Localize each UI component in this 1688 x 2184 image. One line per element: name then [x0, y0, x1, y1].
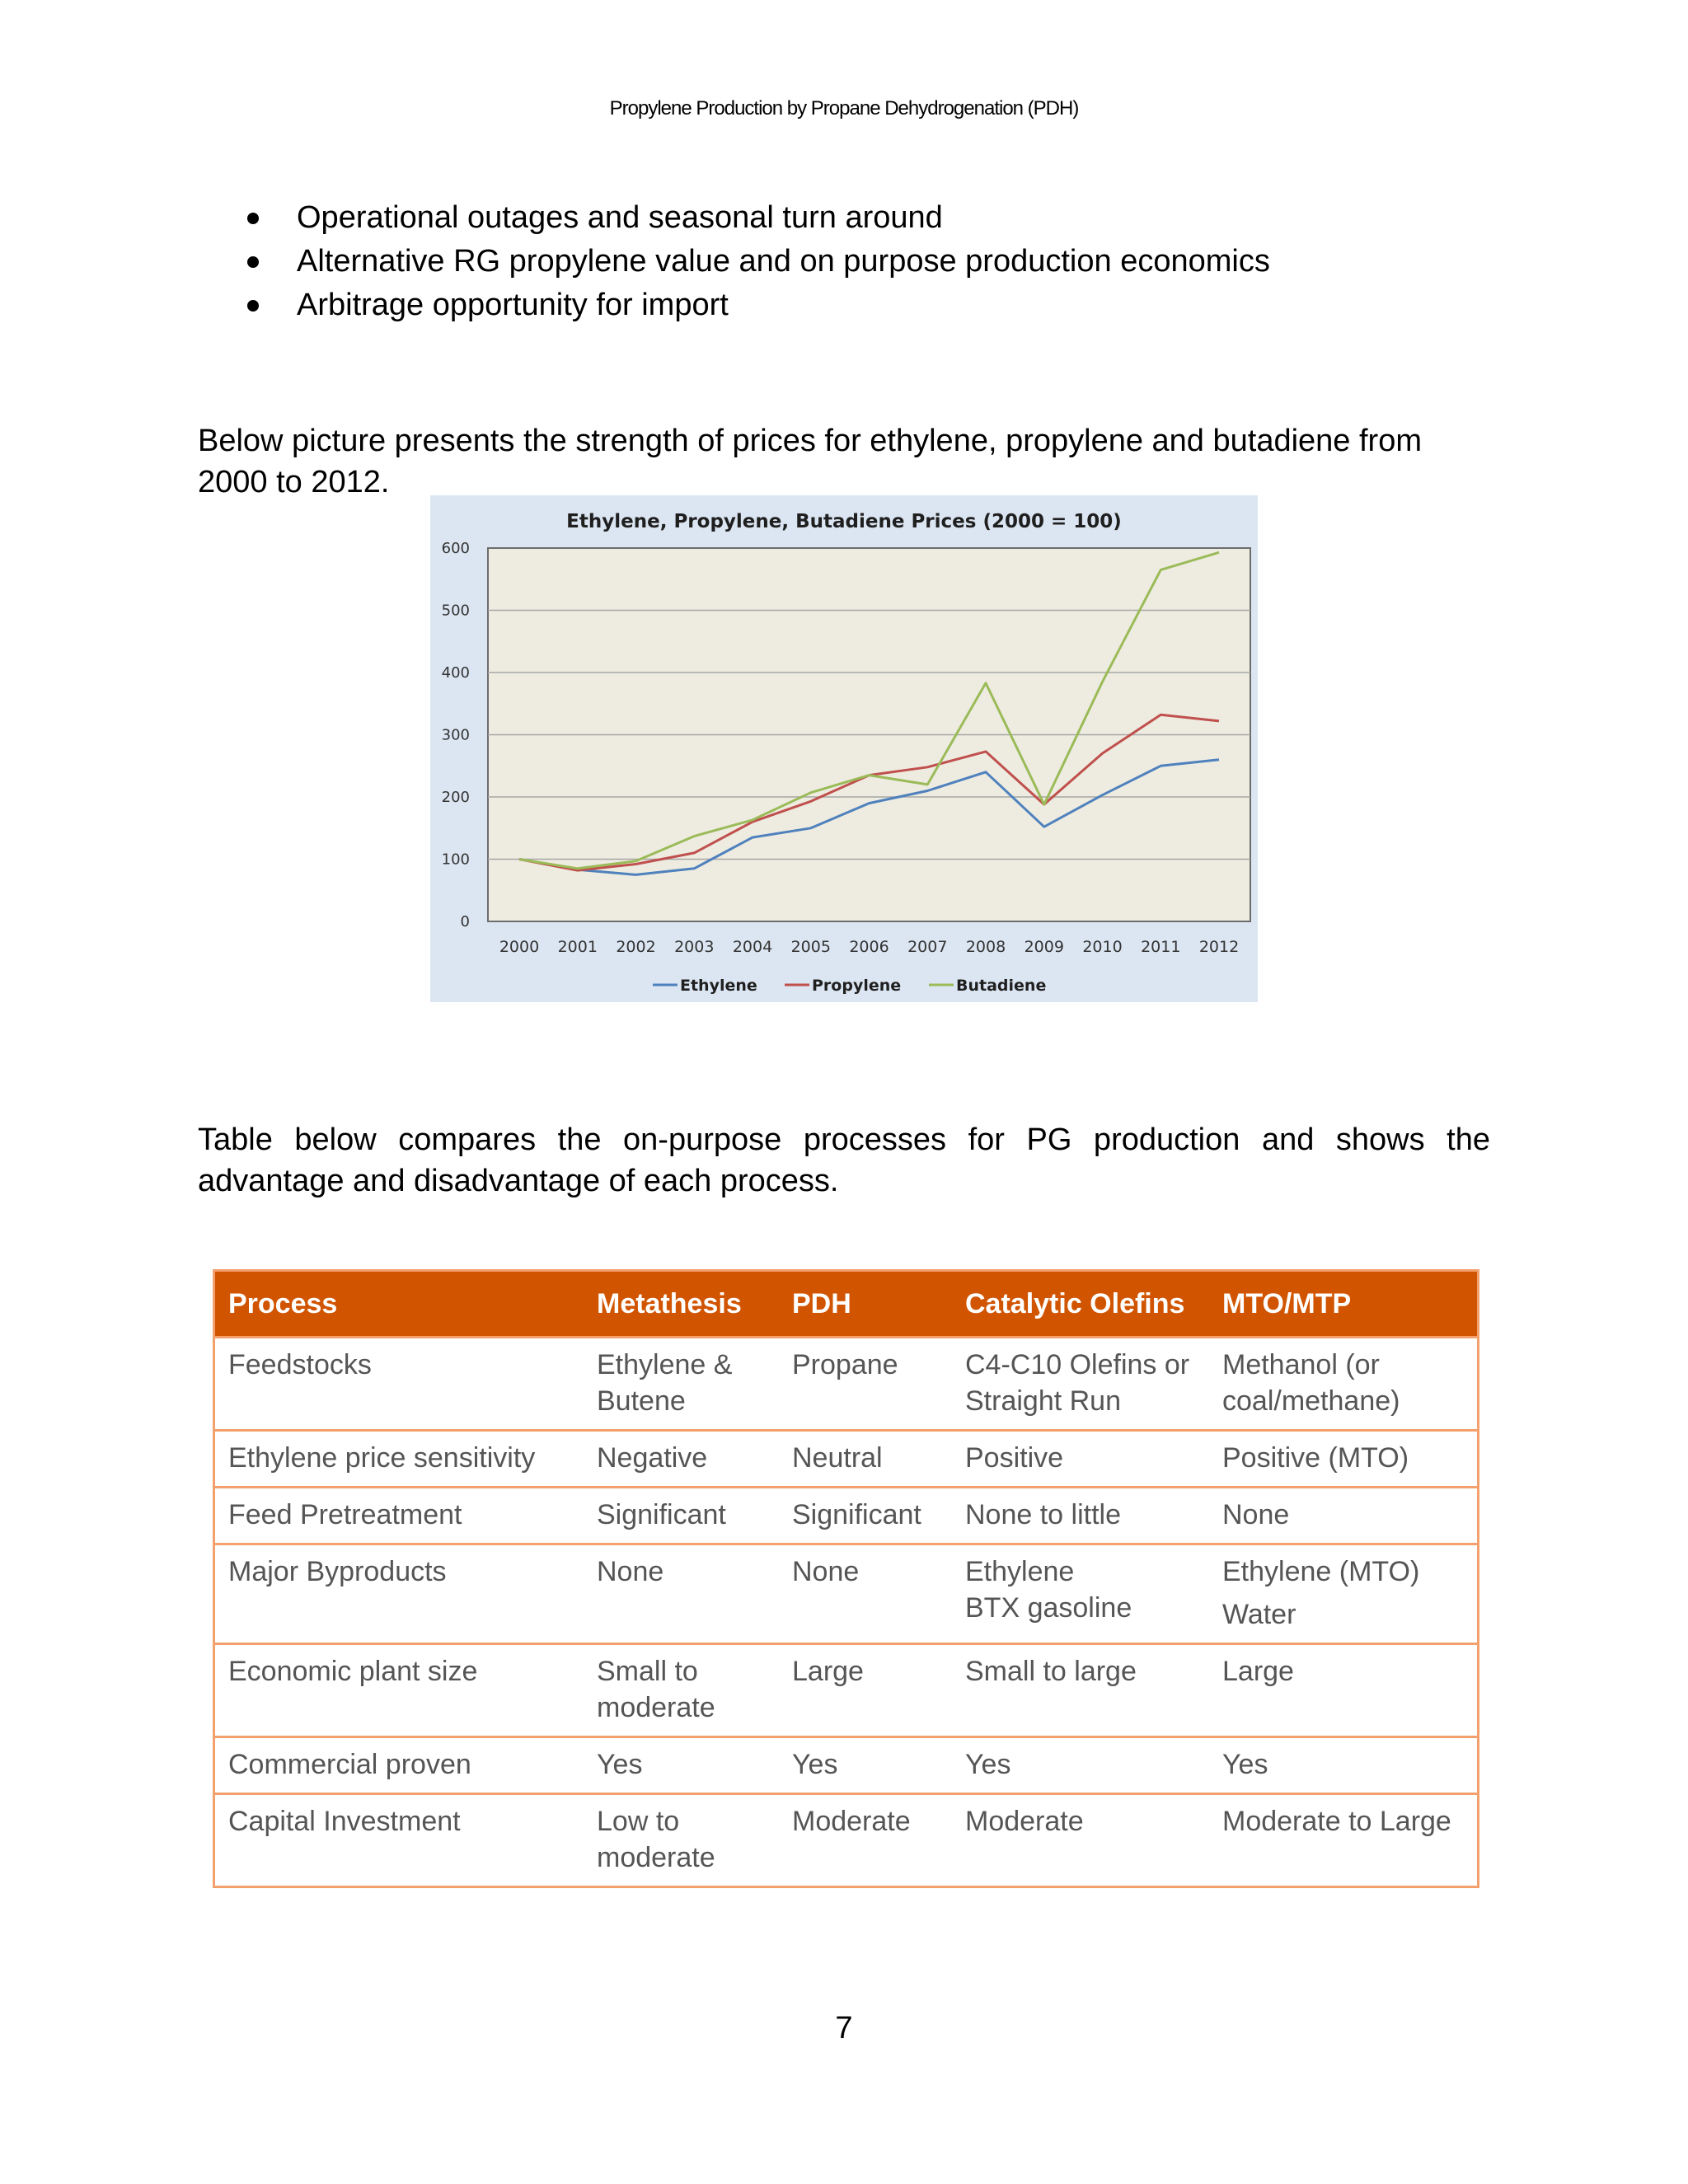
table-cell: [952, 1338, 1209, 1431]
cell-line: Methanol (or: [1222, 1349, 1380, 1380]
column-header: MTO/MTP: [1209, 1271, 1479, 1338]
column-header: Process: [214, 1271, 584, 1338]
cell-line: Ethylene &: [597, 1349, 733, 1380]
cell-line: Ethylene price sensitivity: [228, 1442, 536, 1474]
y-tick-label: 300: [441, 726, 470, 744]
cell-line: Negative: [597, 1442, 708, 1474]
table-cell: [952, 1544, 1209, 1644]
cell-line: coal/methane): [1222, 1385, 1400, 1417]
table-cell: [584, 1338, 779, 1431]
table-cell: [952, 1794, 1209, 1887]
legend-label: Ethylene: [680, 977, 757, 995]
bullet-list: [246, 196, 1270, 327]
x-tick-label: 2010: [1082, 938, 1123, 956]
cell-line: Straight Run: [965, 1385, 1121, 1417]
cell-line: None: [792, 1556, 860, 1587]
cell-line: Significant: [597, 1499, 726, 1530]
table-row: [214, 1544, 1479, 1644]
bullet-text: Alternative RG propylene value and on purpose production economics: [297, 244, 1270, 279]
row-label-cell: [214, 1431, 584, 1488]
x-tick-label: 2002: [616, 938, 656, 956]
bullet-text: Operational outages and seasonal turn around: [297, 200, 943, 235]
cell-line: Positive: [965, 1442, 1064, 1474]
cell-line: Small to: [597, 1656, 698, 1687]
table-cell: [584, 1431, 779, 1488]
table-cell: [584, 1794, 779, 1887]
table-cell: [779, 1644, 952, 1737]
cell-line: Capital Investment: [228, 1806, 461, 1837]
table-cell: [1209, 1737, 1479, 1794]
cell-line: None: [1222, 1499, 1290, 1530]
row-label-cell: [214, 1488, 584, 1544]
cell-line: Moderate: [792, 1806, 911, 1837]
price-chart: [430, 495, 1258, 1002]
x-tick-label: 2008: [965, 938, 1006, 956]
table-row: [214, 1488, 1479, 1544]
cell-line: Butene: [597, 1385, 686, 1417]
table-cell: [584, 1737, 779, 1794]
table-cell: [1209, 1794, 1479, 1887]
table-cell: [779, 1338, 952, 1431]
page-number: 7: [835, 2011, 853, 2046]
bullet-item: [246, 284, 1270, 327]
table-cell: [1209, 1431, 1479, 1488]
table-cell: [779, 1488, 952, 1544]
bullet-dot-icon: [247, 256, 259, 268]
legend-label: Butadiene: [956, 977, 1047, 995]
intro-paragraph: Below picture presents the strength of prices for ethylene, propylene and butadiene from 2000 to 2012.: [198, 424, 1422, 499]
bullet-dot-icon: [247, 213, 259, 224]
row-label-cell: [214, 1737, 584, 1794]
table-row: [214, 1338, 1479, 1431]
cell-line: Small to large: [965, 1656, 1137, 1687]
y-tick-label: 0: [460, 913, 470, 930]
table-intro-line: Table below compares the on-purpose processes for PG production and shows the: [198, 1122, 1490, 1157]
x-tick-label: 2009: [1024, 938, 1064, 956]
row-label-cell: [214, 1544, 584, 1644]
column-header: Metathesis: [584, 1271, 779, 1338]
bullet-dot-icon: [247, 300, 259, 312]
table-cell: [584, 1544, 779, 1644]
x-tick-label: 2004: [732, 938, 773, 956]
x-tick-label: 2000: [499, 938, 540, 956]
x-tick-label: 2012: [1198, 938, 1240, 956]
table-cell: [584, 1488, 779, 1544]
cell-line: Feedstocks: [228, 1349, 372, 1380]
bullet-item: [246, 240, 1270, 284]
cell-line: Moderate to Large: [1222, 1806, 1451, 1837]
cell-line: BTX gasoline: [965, 1592, 1132, 1624]
table-cell: [1209, 1488, 1479, 1544]
row-label-cell: [214, 1338, 584, 1431]
table-cell: [952, 1431, 1209, 1488]
cell-line: Water: [1222, 1599, 1296, 1630]
table-cell: [1209, 1644, 1479, 1737]
x-tick-label: 2011: [1141, 938, 1181, 956]
table-row: [214, 1794, 1479, 1887]
table-row: [214, 1737, 1479, 1794]
row-label-cell: [214, 1644, 584, 1737]
cell-line: Major Byproducts: [228, 1556, 447, 1587]
cell-line: Moderate: [965, 1806, 1084, 1837]
cell-line: Large: [792, 1656, 864, 1687]
cell-line: Ethylene: [965, 1556, 1075, 1587]
bullet-item: [246, 196, 1270, 240]
cell-line: Significant: [792, 1499, 921, 1530]
running-header: Propylene Production by Propane Dehydrogenation (PDH): [609, 97, 1079, 120]
cell-line: None to little: [965, 1499, 1121, 1530]
y-tick-label: 500: [441, 602, 470, 620]
cell-line: Neutral: [792, 1442, 883, 1474]
cell-line: C4-C10 Olefins or: [965, 1349, 1190, 1380]
price-chart-svg: [430, 495, 1258, 1002]
x-tick-label: 2005: [790, 938, 831, 956]
cell-line: Yes: [965, 1749, 1011, 1780]
cell-line: moderate: [597, 1692, 715, 1723]
table-cell: [952, 1488, 1209, 1544]
table-cell: [952, 1737, 1209, 1794]
table-cell: [779, 1737, 952, 1794]
table-intro-line: advantage and disadvantage of each process.: [198, 1164, 839, 1198]
x-tick-label: 2006: [849, 938, 889, 956]
y-tick-label: 600: [441, 540, 470, 557]
x-tick-label: 2007: [907, 938, 948, 956]
process-comparison-table: [213, 1269, 1479, 1888]
cell-line: Economic plant size: [228, 1656, 478, 1687]
y-tick-label: 400: [441, 664, 470, 682]
chart-title: Ethylene, Propylene, Butadiene Prices (2000 = 100): [566, 511, 1122, 532]
cell-line: Positive (MTO): [1222, 1442, 1409, 1474]
table-cell: [779, 1544, 952, 1644]
legend-label: Propylene: [812, 977, 902, 995]
table-cell: [779, 1794, 952, 1887]
table-row: [214, 1644, 1479, 1737]
column-header: PDH: [779, 1271, 952, 1338]
bullet-text: Arbitrage opportunity for import: [297, 288, 729, 322]
table-cell: [1209, 1338, 1479, 1431]
table-header-row: [214, 1271, 1479, 1338]
y-tick-label: 200: [441, 789, 470, 806]
x-tick-label: 2003: [674, 938, 715, 956]
table-cell: [1209, 1544, 1479, 1644]
cell-line: moderate: [597, 1842, 715, 1873]
cell-line: Ethylene (MTO): [1222, 1556, 1420, 1587]
y-tick-label: 100: [441, 851, 470, 869]
table-row: [214, 1431, 1479, 1488]
x-tick-label: 2001: [557, 938, 598, 956]
cell-line: Low to: [597, 1806, 680, 1837]
cell-line: Yes: [792, 1749, 838, 1780]
table-cell: [584, 1644, 779, 1737]
cell-line: Feed Pretreatment: [228, 1499, 462, 1530]
table-cell: [952, 1644, 1209, 1737]
cell-line: Large: [1222, 1656, 1294, 1687]
cell-line: Commercial proven: [228, 1749, 471, 1780]
cell-line: Yes: [1222, 1749, 1268, 1780]
cell-line: None: [597, 1556, 664, 1587]
cell-line: Propane: [792, 1349, 898, 1380]
column-header: Catalytic Olefins: [952, 1271, 1209, 1338]
table-intro-paragraph: [198, 1119, 1490, 1202]
row-label-cell: [214, 1794, 584, 1887]
table-cell: [779, 1431, 952, 1488]
cell-line: Yes: [597, 1749, 643, 1780]
